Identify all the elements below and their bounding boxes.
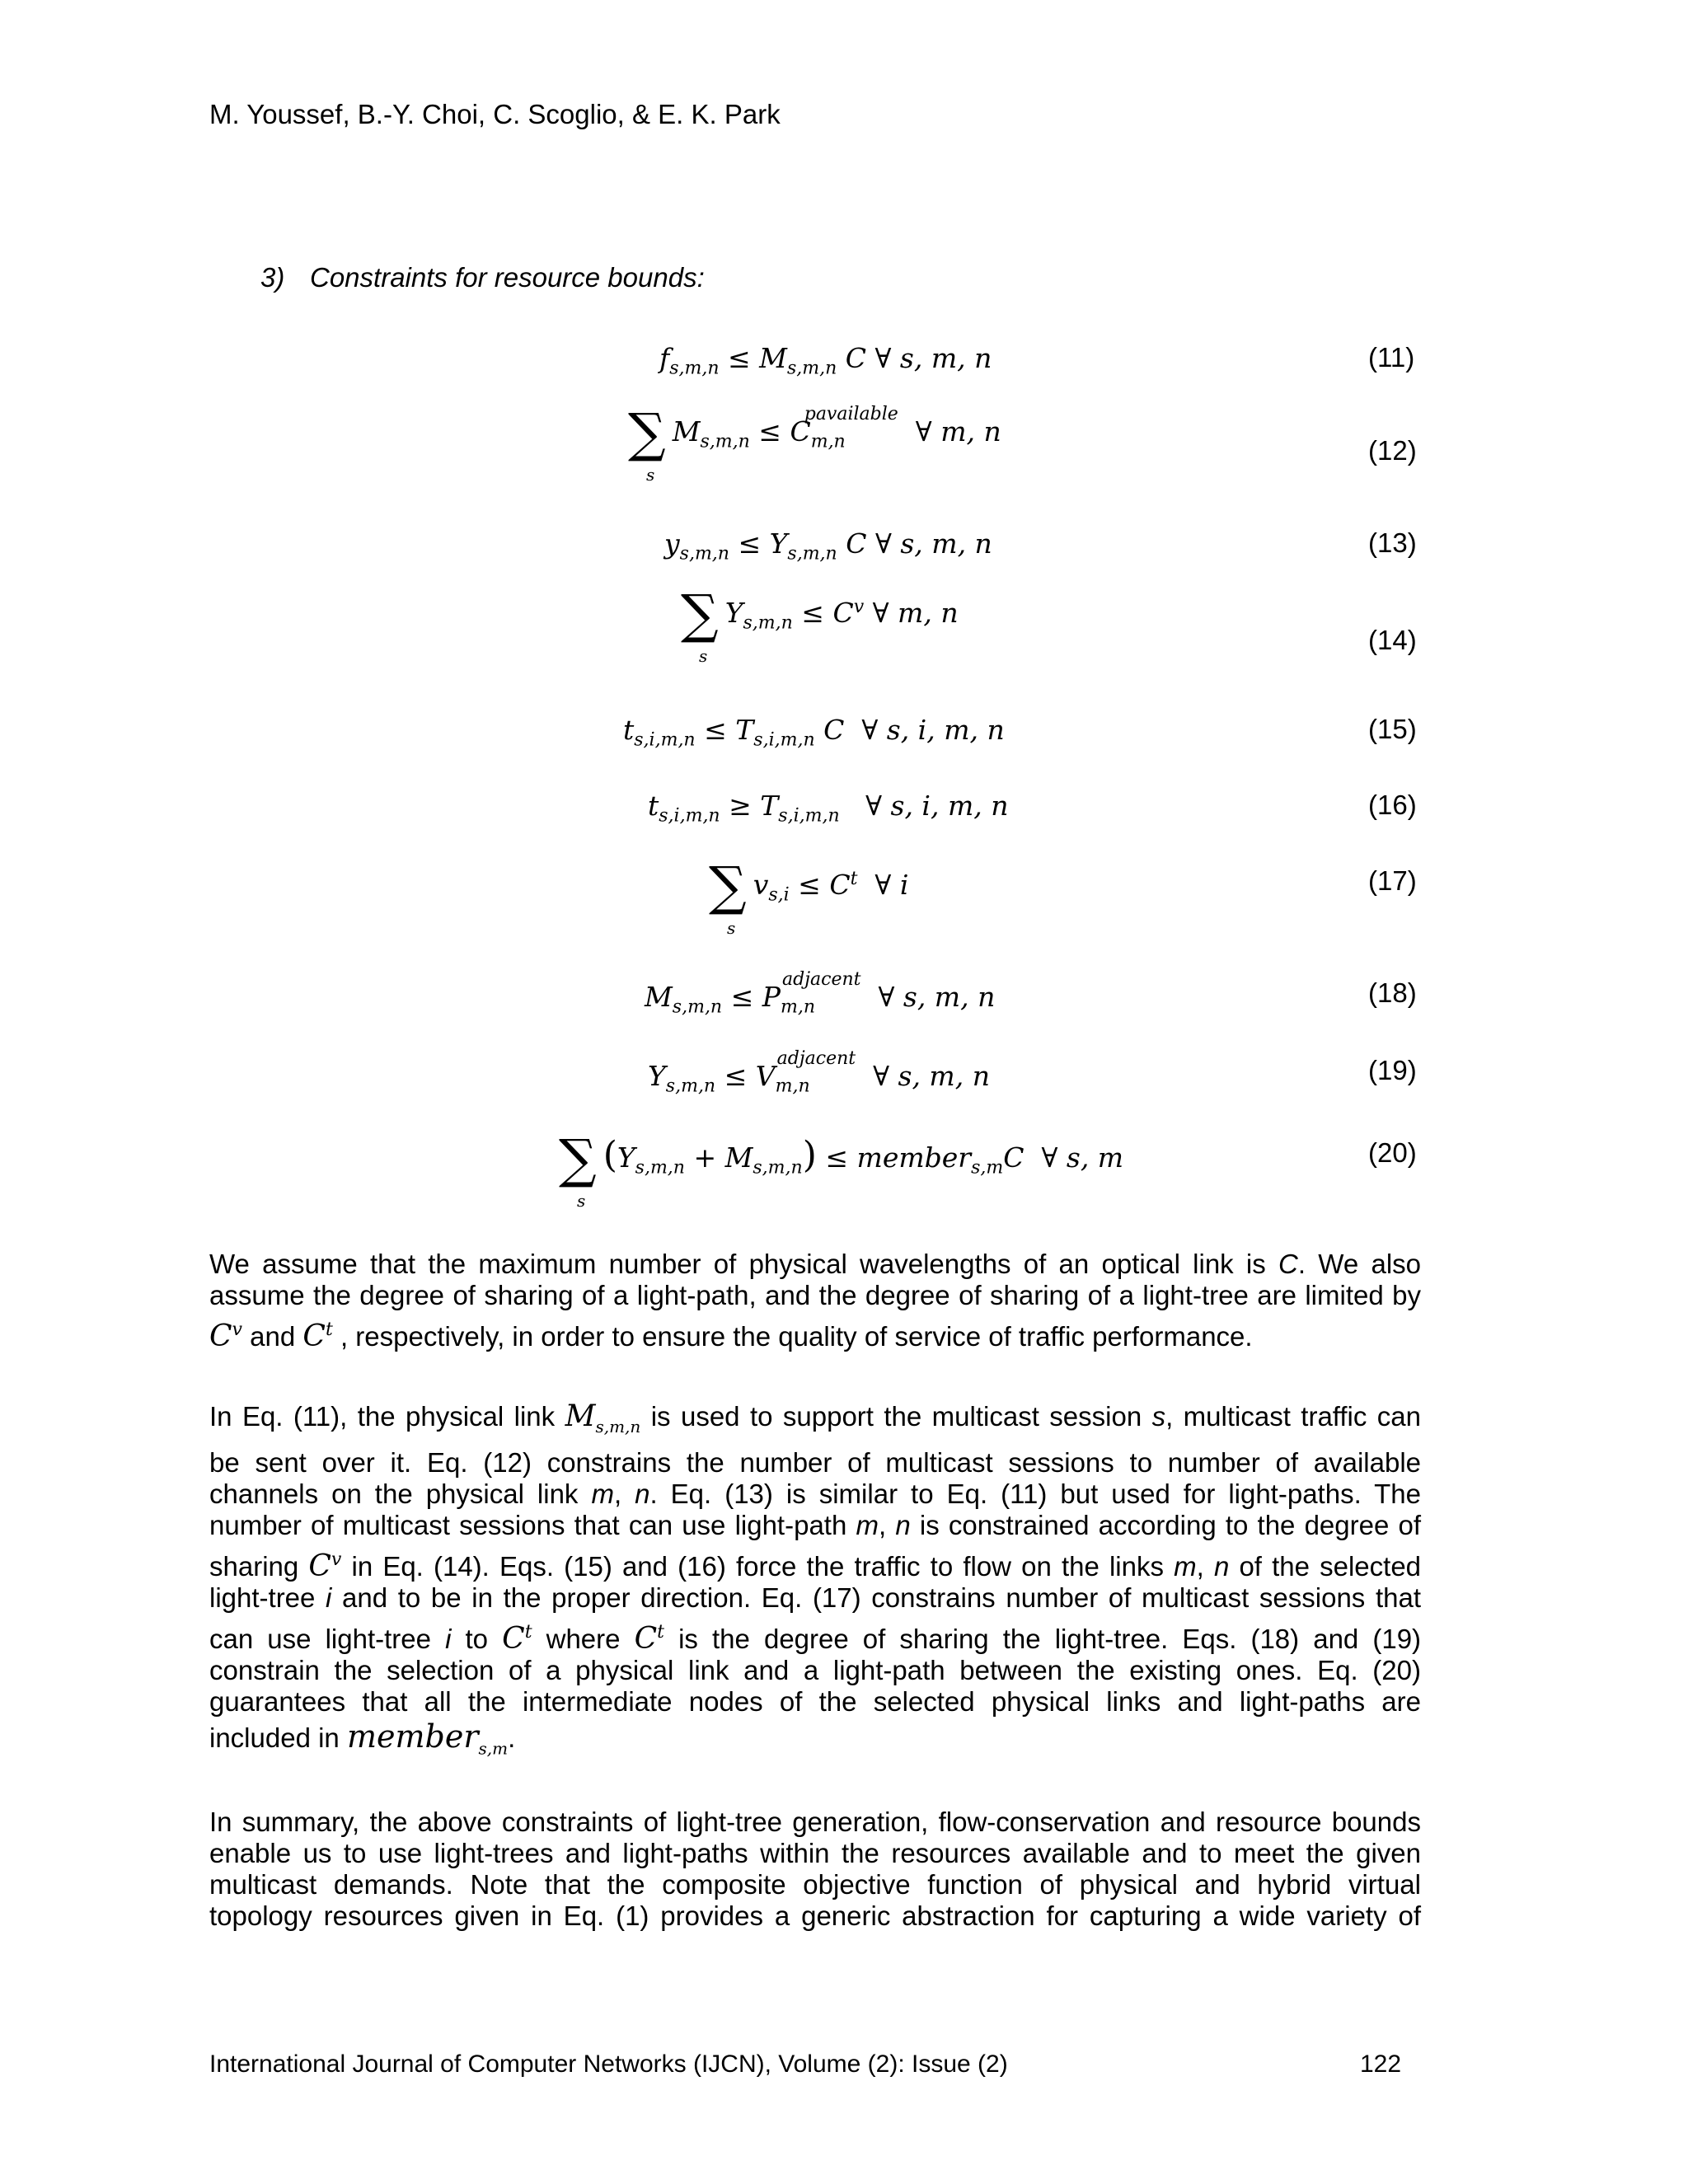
equation-label: (17) bbox=[1368, 865, 1417, 896]
text: channels on the physical link bbox=[209, 1479, 579, 1510]
text: multicast demands. Note that the composite objective function of physical and hybrid virtual bbox=[209, 1869, 1421, 1900]
section-title: Constraints for resource bounds: bbox=[310, 262, 705, 293]
equation-label: (20) bbox=[1368, 1137, 1417, 1168]
equation-label: (13) bbox=[1368, 527, 1417, 558]
text: n bbox=[1213, 1551, 1230, 1582]
equation-label: (11) bbox=[1368, 342, 1415, 373]
text: member bbox=[346, 1718, 479, 1755]
text: where bbox=[546, 1624, 621, 1655]
running-header: M. Youssef, B.-Y. Choi, C. Scoglio, & E. K. Park bbox=[209, 99, 781, 129]
paragraph-capacity-assumption: We assume that the maximum number of physical wavelengths of an optical link is C. We also assume the degree of sharing of a light-path, and the degree of sharing of a light-tree are limited by $C^v$ and $C^t$ , respectively, in order to ensure the quality of service of traffic performance. bbox=[209, 1249, 1421, 1353]
text: enable us to use light-trees and light-paths within the resources available and to meet the given bbox=[209, 1838, 1421, 1868]
paragraph-constraint-explanation: In Eq. (11), the physical link $M_{s,m,n}$ is used to support the multicast session s, multicast traffic can be sent over it. Eq. (12) constrains the number of multicast sessions to number of available channels on the physical link m, n. Eq. (13) is similar to Eq. (11) but used for light-paths. The number of multicast sessions that can use light-path m, n is constrained according to the degree of sharing $C^v$ in Eq. (14). Eqs. (15) and (16) force the traffic to flow on the links m, n of the selected light-tree i and to be in the proper direction. Eq. (17) constrains number of multicast sessions that can use light-tree i to $C^t$ where $C^t$ is the degree of sharing the light-tree. Eqs. (18) and (19) constrain the selection of a physical link and a light-path between the existing ones. Eq. (20) guarantees that all the intermediate nodes of the selected physical links and light-paths are included in member$_{s,m}$. bbox=[209, 1399, 1422, 1759]
text: in Eq. (14). Eqs. (15) and (16) force the traffic to flow on the links bbox=[351, 1551, 1164, 1582]
text: and bbox=[250, 1321, 296, 1352]
text: , multicast traffic can bbox=[1165, 1401, 1421, 1432]
text: is the degree of sharing the light-tree. Eqs. (18) and (19) bbox=[678, 1624, 1422, 1655]
section-heading bbox=[260, 262, 705, 293]
text: can use light-tree bbox=[209, 1624, 431, 1655]
text: sharing bbox=[209, 1551, 299, 1582]
text: In summary, the above constraints of light-tree generation, flow-conservation and resource bounds bbox=[209, 1807, 1421, 1837]
text: is constrained according to the degree of bbox=[919, 1510, 1422, 1541]
text: topology resources given in Eq. (1) provides a generic abstraction for capturing a wide variety of bbox=[209, 1900, 1421, 1931]
equation-label: (16) bbox=[1368, 790, 1417, 820]
text: constrain the selection of a physical link and a light-path between the existing ones. Eq. (20) bbox=[209, 1655, 1421, 1686]
text: to bbox=[465, 1624, 489, 1655]
text: i bbox=[445, 1624, 452, 1655]
text: . We also bbox=[1297, 1249, 1421, 1279]
text: assume the degree of sharing of a light-path, and the degree of sharing of a light-tree are limited by bbox=[209, 1280, 1421, 1310]
text: is used to support the multicast session bbox=[650, 1401, 1142, 1432]
section-number: 3) bbox=[260, 262, 285, 293]
equation-label: (12) bbox=[1368, 435, 1417, 466]
text: guarantees that all the intermediate nodes of the selected physical links and light-paths are bbox=[209, 1686, 1421, 1718]
text: n bbox=[895, 1510, 911, 1541]
text: m bbox=[1174, 1551, 1197, 1582]
text: n bbox=[635, 1479, 650, 1510]
text: , respectively, in order to ensure the quality of service of traffic performance. bbox=[340, 1321, 1253, 1352]
equation-label: (18) bbox=[1368, 977, 1417, 1008]
text: and to be in the proper direction. Eq. (17) constrains number of multicast sessions that bbox=[342, 1582, 1421, 1614]
paragraph-summary bbox=[209, 1807, 1421, 1932]
text: We assume that the maximum number of physical wavelengths of an optical link is bbox=[209, 1249, 1266, 1279]
text: C bbox=[1278, 1249, 1298, 1279]
text: . Eq. (13) is similar to Eq. (11) but used for light-paths. The bbox=[649, 1479, 1422, 1510]
text: i bbox=[326, 1582, 332, 1614]
equation-label: (19) bbox=[1368, 1055, 1417, 1085]
text: light-tree bbox=[209, 1582, 316, 1614]
text: In Eq. (11), the physical link bbox=[209, 1401, 556, 1432]
text: m bbox=[591, 1479, 614, 1510]
journal-footer: International Journal of Computer Networks (IJCN), Volume (2): Issue (2) bbox=[209, 2050, 1008, 2078]
page-number: 122 bbox=[1360, 2050, 1402, 2078]
text: number of multicast sessions that can use light-path bbox=[209, 1510, 847, 1541]
text: s bbox=[1151, 1401, 1166, 1432]
text: of the selected bbox=[1239, 1551, 1422, 1582]
text: be sent over it. Eq. (12) constrains the number of multicast sessions to number of available bbox=[209, 1447, 1421, 1479]
text: included in bbox=[209, 1722, 340, 1754]
equation-label: (15) bbox=[1368, 714, 1417, 744]
text: . bbox=[508, 1722, 516, 1754]
equation-label: (14) bbox=[1368, 625, 1417, 655]
text: m bbox=[856, 1510, 879, 1541]
